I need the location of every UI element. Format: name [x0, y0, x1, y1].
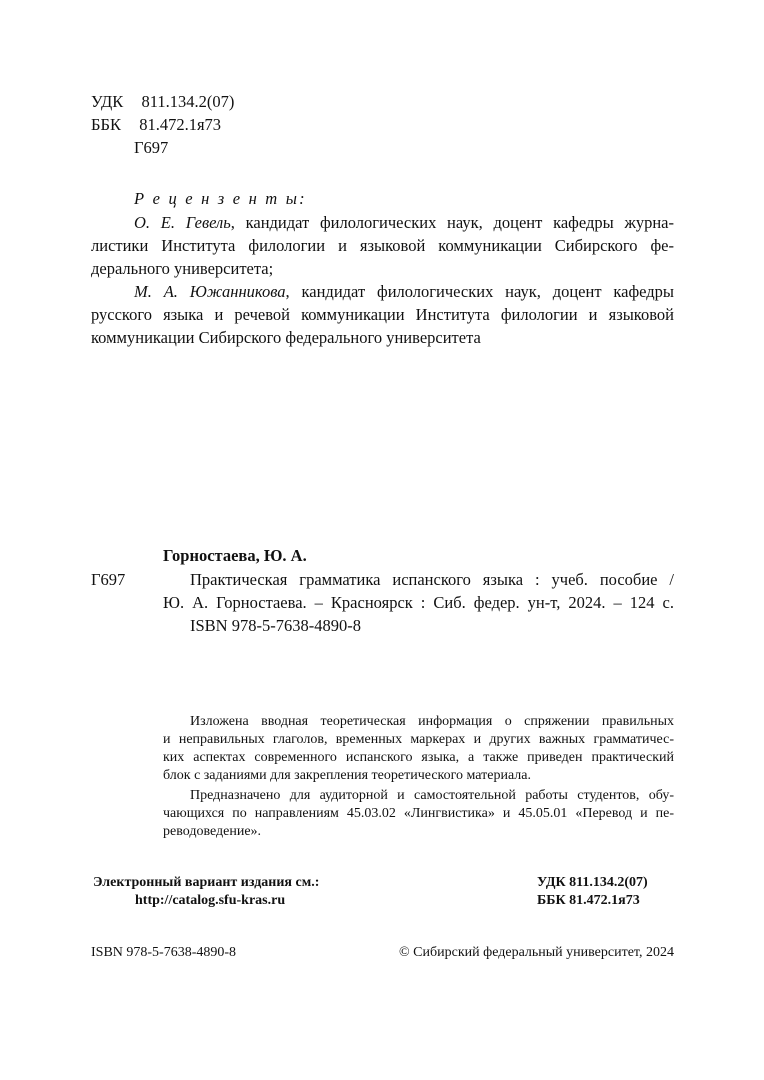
bbk-label: ББК	[91, 115, 121, 134]
abstract-p2-line-3: реводоведение».	[163, 824, 262, 839]
reviewer-1-line-2: листики Института филологии и языковой коммуникации Сибирского фе-	[91, 236, 674, 255]
reviewer-2-line-1: М. А. Южанникова, кандидат филологических наук, доцент кафедры	[134, 282, 675, 301]
abstract-p1-line-1: Изложена вводная теоретическая информация о спряжении правильных	[190, 714, 674, 729]
udk-value: 811.134.2(07)	[141, 92, 235, 111]
copyright: © Сибирский федеральный университет, 2024	[399, 945, 674, 960]
abstract-p1-line-3: ких аспектах современного испанского языка, а также приведен практический	[163, 750, 674, 765]
bbk-line	[91, 114, 221, 136]
reviewers-heading: Р е ц е н з е н т ы:	[134, 189, 307, 208]
reviewer-2-name: М. А. Южанникова	[134, 282, 286, 301]
electronic-label: Электронный вариант издания см.:	[93, 875, 320, 890]
bottom-isbn: ISBN 978-5-7638-4890-8	[91, 945, 237, 960]
catalog-author: Горностаева, Ю. А.	[163, 546, 307, 565]
catalog-imprint-line: Ю. А. Горностаева. – Красноярск : Сиб. федер. ун-т, 2024. – 124 с.	[163, 593, 674, 612]
reviewer-1-line-1: О. Е. Гевель, кандидат филологических наук, доцент кафедры журна-	[134, 213, 674, 232]
udk-label: УДК	[91, 92, 124, 111]
abstract-p2-line-2: чающихся по направлениям 45.03.02 «Лингвистика» и 45.05.01 «Перевод и пе-	[163, 806, 674, 821]
reviewer-2-line-2: русского языка и речевой коммуникации Института филологии и языковой	[91, 305, 674, 324]
footer-udk: УДК 811.134.2(07)	[537, 875, 648, 890]
footer-bbk: ББК 81.472.1я73	[537, 893, 640, 908]
abstract-p2-line-1: Предназначено для аудиторной и самостоятельной работы студентов, обу-	[190, 788, 674, 803]
abstract-p1-line-4: блок с заданиями для закрепления теоретического материала.	[163, 768, 531, 783]
udk-line	[91, 91, 234, 113]
catalog-mark: Г697	[91, 570, 126, 589]
abstract-p1-line-2: и неправильных глаголов, временных маркерах и других важных грамматичес-	[163, 732, 674, 747]
electronic-url[interactable]: http://catalog.sfu-kras.ru	[135, 893, 286, 908]
reviewer-2-line-3: коммуникации Сибирского федерального университета	[91, 328, 481, 347]
reviewer-1-line-3: дерального университета;	[91, 259, 274, 278]
bbk-value: 81.472.1я73	[139, 115, 222, 134]
author-mark: Г697	[134, 138, 169, 157]
reviewer-1-name: О. Е. Гевель	[134, 213, 231, 232]
catalog-title-line: Практическая грамматика испанского языка : учеб. пособие /	[190, 570, 674, 589]
catalog-isbn: ISBN 978-5-7638-4890-8	[190, 616, 361, 635]
